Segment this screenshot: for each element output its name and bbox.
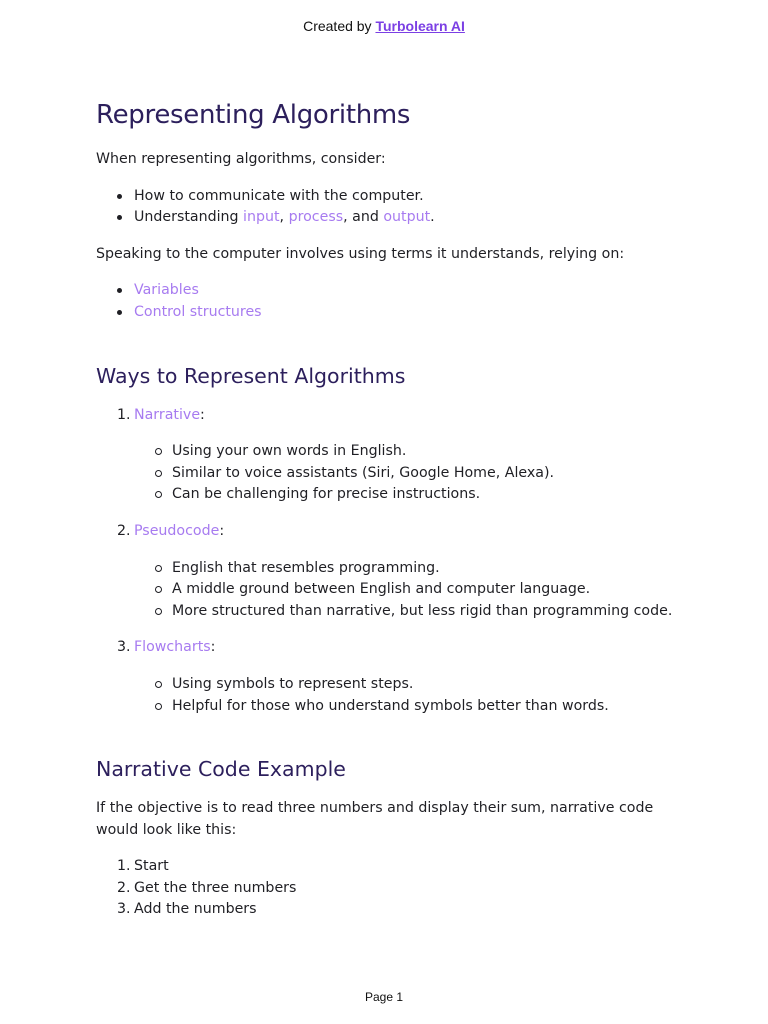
list-item: A middle ground between English and computer language. <box>134 579 676 601</box>
period: . <box>430 209 435 226</box>
page-header <box>0 18 768 34</box>
list-item: Using symbols to represent steps. <box>134 674 676 696</box>
ways-heading: Ways to Represent Algorithms <box>96 363 406 388</box>
separator: , and <box>343 209 384 226</box>
narrative-example-text: If the objective is to read three numbers and display their sum, narrative code would look like this: <box>96 800 654 838</box>
step-number: 3. <box>117 901 131 918</box>
narrative-steps <box>96 856 676 921</box>
way-item-narrative <box>96 405 676 506</box>
created-by-text: Created by <box>303 18 376 34</box>
output-highlight: output <box>383 209 431 226</box>
colon: : <box>210 639 216 656</box>
colon: : <box>200 406 205 423</box>
list-item: Can be challenging for precise instructions. <box>134 484 676 506</box>
term-control-structures: Control structures <box>96 302 676 324</box>
pseudocode-points <box>134 558 676 623</box>
term-variables: Variables <box>96 280 676 302</box>
list-item: Helpful for those who understand symbols better than words. <box>134 696 676 718</box>
way-title-pseudocode: Pseudocode <box>134 522 220 539</box>
page-footer: Page 1 <box>364 990 404 1004</box>
way-item-pseudocode <box>96 521 676 622</box>
speaking-paragraph: Speaking to the computer involves using terms it understands, relying on: <box>96 245 625 262</box>
list-item: Similar to voice assistants (Siri, Google Home, Alexa). <box>134 463 676 485</box>
input-highlight: input <box>243 209 280 226</box>
step-item <box>96 899 676 921</box>
process-highlight: process <box>288 209 344 226</box>
step-item <box>96 856 676 878</box>
list-item: More structured than narrative, but less rigid than programming code. <box>134 601 676 623</box>
ways-list <box>96 405 676 718</box>
separator: , <box>279 209 289 226</box>
colon: : <box>219 522 225 539</box>
step-text: Start <box>134 858 169 875</box>
way-title-flowcharts: Flowcharts <box>134 639 211 656</box>
item-number: 3. <box>117 639 131 656</box>
list-item: English that resembles programming. <box>134 558 676 580</box>
page-title: Representing Algorithms <box>96 100 411 130</box>
step-item <box>96 878 676 900</box>
list-item-understanding <box>96 207 676 229</box>
way-item-flowcharts <box>96 637 676 717</box>
list-item: Using your own words in English. <box>134 441 676 463</box>
list-item: How to communicate with the computer. <box>96 186 676 208</box>
step-text: Get the three numbers <box>134 879 297 896</box>
item-number: 2. <box>117 522 131 539</box>
narrative-points <box>134 441 676 506</box>
narrative-example-heading: Narrative Code Example <box>96 757 346 782</box>
document-content <box>96 95 676 921</box>
terms-list <box>96 280 676 323</box>
consider-list <box>96 186 676 229</box>
turbolearn-link[interactable]: Turbolearn AI <box>375 18 465 34</box>
way-title-narrative: Narrative <box>134 406 201 423</box>
understanding-prefix: Understanding <box>134 209 244 226</box>
step-text: Add the numbers <box>134 901 257 918</box>
item-number: 1. <box>117 406 131 423</box>
flowcharts-points <box>134 674 676 717</box>
step-number: 2. <box>117 879 131 896</box>
intro-paragraph: When representing algorithms, consider: <box>96 151 386 167</box>
step-number: 1. <box>117 858 131 875</box>
